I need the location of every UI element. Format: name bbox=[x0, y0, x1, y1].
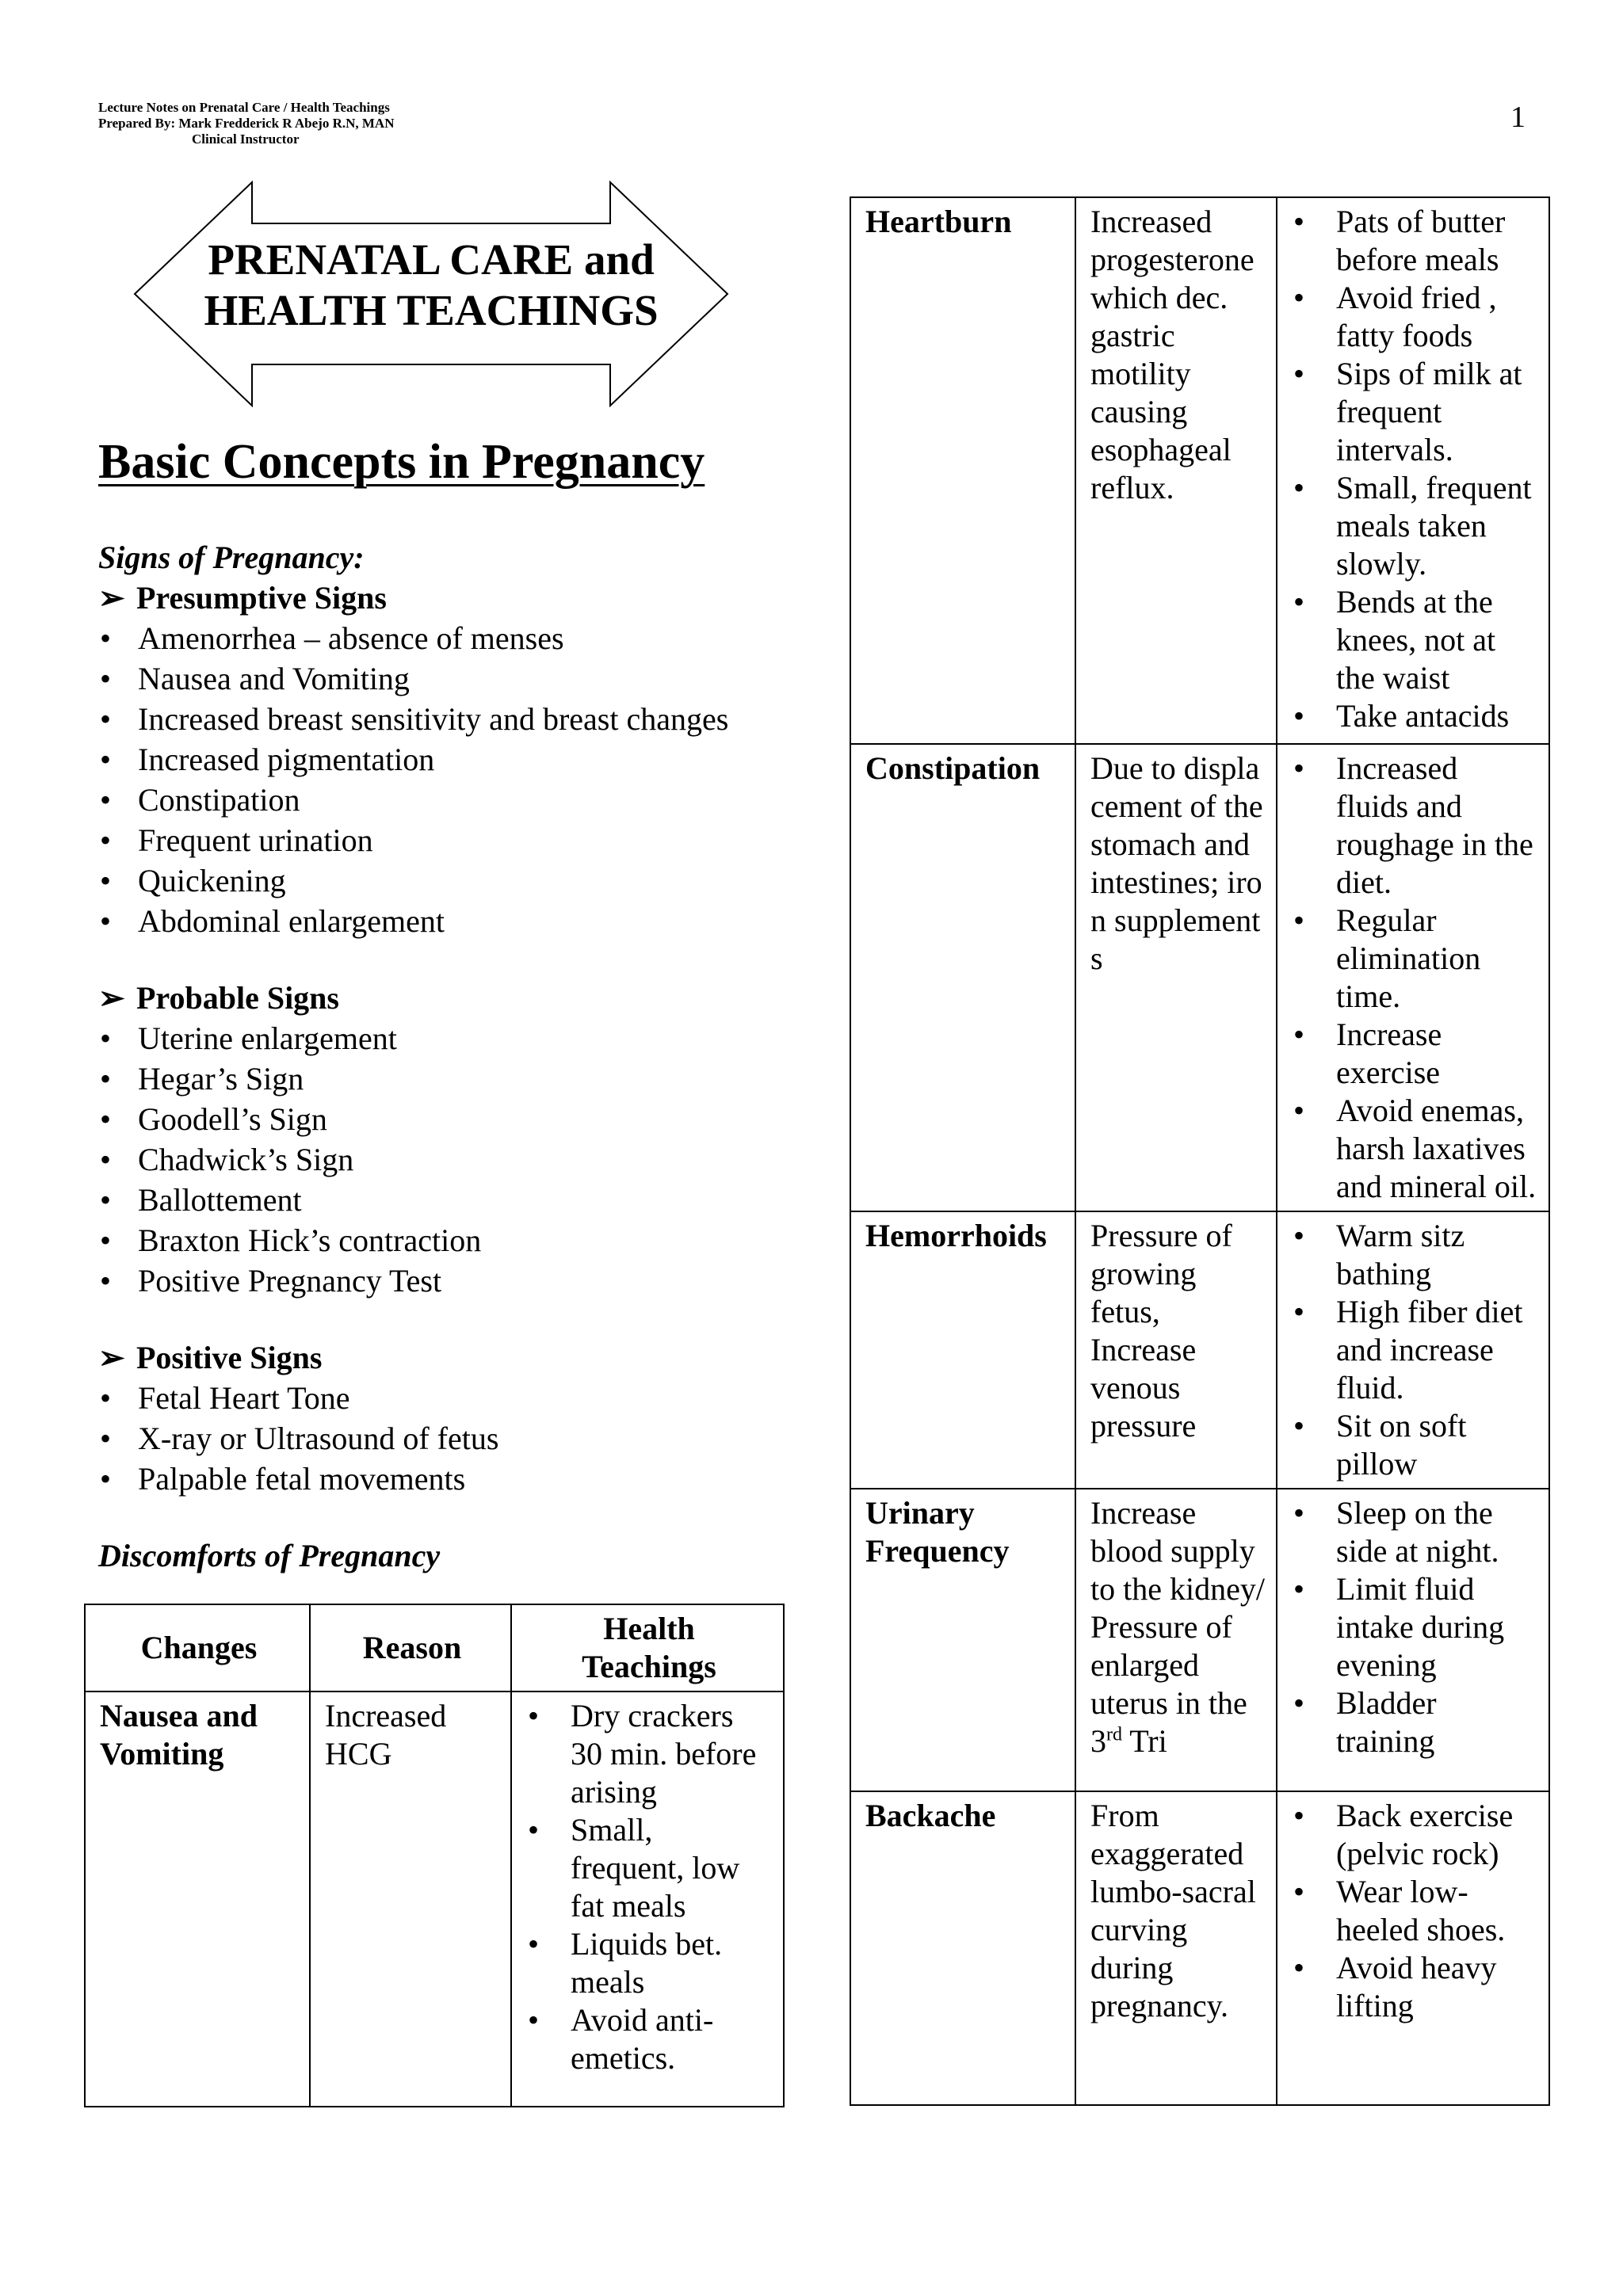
list-item: • Warm sitz bathing bbox=[1292, 1217, 1537, 1293]
trimester-number: 3 bbox=[1090, 1723, 1106, 1759]
list-item: • Avoid heavy lifting bbox=[1292, 1949, 1537, 2025]
title-banner bbox=[133, 181, 729, 407]
arrowhead-bullet-icon: ➢ bbox=[98, 980, 125, 1016]
reason-text: Increase blood supply to the kidney/ Pressure of enlarged uterus in the bbox=[1090, 1495, 1265, 1721]
teachings-cell bbox=[1277, 1489, 1549, 1791]
list-item: • Abdominal enlargement bbox=[98, 901, 796, 941]
reason-line: HCG bbox=[325, 1736, 392, 1772]
column-header-health-line2: Teachings bbox=[582, 1649, 716, 1684]
page-number: 1 bbox=[1510, 101, 1526, 134]
condition-line: Vomiting bbox=[100, 1736, 224, 1772]
header-role-line: Clinical Instructor bbox=[192, 132, 300, 147]
probable-heading bbox=[98, 978, 796, 1018]
list-item: • High fiber diet and increase fluid. bbox=[1292, 1293, 1537, 1407]
list-item: • Positive Pregnancy Test bbox=[98, 1261, 796, 1301]
reason-cell: Pressure of growing fetus, Increase venous pressure bbox=[1075, 1211, 1277, 1489]
list-item: • Avoid fried , fatty foods bbox=[1292, 279, 1537, 355]
list-item: • Sips of milk at frequent intervals. bbox=[1292, 355, 1537, 469]
list-item: • Sleep on the side at night. bbox=[1292, 1494, 1537, 1570]
list-item: • Hegar’s Sign bbox=[98, 1058, 796, 1099]
discomforts-table-left bbox=[84, 1604, 785, 2107]
column-header-health-teachings bbox=[511, 1604, 784, 1691]
discomforts-table-right bbox=[850, 196, 1550, 2106]
table-row bbox=[850, 1211, 1549, 1489]
list-item: • Goodell’s Sign bbox=[98, 1099, 796, 1139]
list-item: • Bladder training bbox=[1292, 1684, 1537, 1760]
list-item: • Small, frequent meals taken slowly. bbox=[1292, 469, 1537, 583]
header-course-line: Lecture Notes on Prenatal Care / Health Teachings bbox=[98, 100, 390, 115]
presumptive-heading bbox=[98, 578, 796, 618]
presumptive-heading-text: Presumptive Signs bbox=[136, 580, 387, 616]
list-item: • Bends at the knees, not at the waist bbox=[1292, 583, 1537, 697]
list-item: • Constipation bbox=[98, 780, 796, 820]
list-item: • X-ray or Ultrasound of fetus bbox=[98, 1418, 796, 1459]
condition-cell bbox=[850, 1489, 1075, 1791]
list-item: • Amenorrhea – absence of menses bbox=[98, 618, 796, 658]
teachings-cell bbox=[1277, 1211, 1549, 1489]
table-header-row bbox=[85, 1604, 784, 1691]
list-item: • Fetal Heart Tone bbox=[98, 1378, 796, 1418]
list-item: • Liquids bet. meals bbox=[526, 1925, 772, 2001]
reason-cell: Increased progesterone which dec. gastric motility causing esophageal reflux. bbox=[1075, 197, 1277, 744]
positive-heading bbox=[98, 1337, 796, 1378]
teachings-cell bbox=[511, 1691, 784, 2107]
running-header bbox=[98, 100, 394, 147]
list-item: • Dry crackers 30 min. before arising bbox=[526, 1697, 772, 1811]
positive-heading-text: Positive Signs bbox=[136, 1340, 323, 1375]
banner-title bbox=[133, 235, 729, 336]
table-row bbox=[850, 197, 1549, 744]
list-item: • Increased pigmentation bbox=[98, 739, 796, 780]
condition-line: Nausea and bbox=[100, 1698, 258, 1733]
condition-cell: Constipation bbox=[850, 744, 1075, 1211]
condition-line: Urinary bbox=[865, 1495, 975, 1531]
list-item: • Frequent urination bbox=[98, 820, 796, 860]
list-item: • Nausea and Vomiting bbox=[98, 658, 796, 699]
list-item: • Palpable fetal movements bbox=[98, 1459, 796, 1499]
reason-line: Increased bbox=[325, 1698, 447, 1733]
reason-cell bbox=[310, 1691, 511, 2107]
trimester-abbrev: Tri bbox=[1122, 1723, 1167, 1759]
teachings-cell bbox=[1277, 744, 1549, 1211]
condition-cell: Heartburn bbox=[850, 197, 1075, 744]
section-title: Basic Concepts in Pregnancy bbox=[98, 435, 705, 489]
discomforts-title: Discomforts of Pregnancy bbox=[98, 1538, 441, 1573]
reason-cell bbox=[1075, 1489, 1277, 1791]
column-header-health-line1: Health bbox=[603, 1611, 695, 1646]
teachings-cell bbox=[1277, 1791, 1549, 2105]
table-row bbox=[850, 1791, 1549, 2105]
signs-of-pregnancy bbox=[98, 537, 796, 1576]
list-item: • Ballottement bbox=[98, 1180, 796, 1220]
list-item: • Quickening bbox=[98, 860, 796, 901]
list-item: • Sit on soft pillow bbox=[1292, 1407, 1537, 1483]
list-item: • Avoid enemas, harsh laxatives and mineral oil. bbox=[1292, 1092, 1537, 1206]
teachings-cell bbox=[1277, 197, 1549, 744]
condition-line: Frequency bbox=[865, 1533, 1010, 1569]
list-item: • Braxton Hick’s contraction bbox=[98, 1220, 796, 1261]
signs-title: Signs of Pregnancy: bbox=[98, 540, 365, 575]
list-item: • Small, frequent, low fat meals bbox=[526, 1811, 772, 1925]
condition-cell bbox=[85, 1691, 310, 2107]
arrowhead-bullet-icon: ➢ bbox=[98, 580, 125, 616]
list-item: • Increased fluids and roughage in the diet. bbox=[1292, 749, 1537, 902]
list-item: • Chadwick’s Sign bbox=[98, 1139, 796, 1180]
list-item: • Back exercise (pelvic rock) bbox=[1292, 1797, 1537, 1873]
list-item: • Increase exercise bbox=[1292, 1016, 1537, 1092]
list-item: • Increased breast sensitivity and breast changes bbox=[98, 699, 796, 739]
condition-cell: Hemorrhoids bbox=[850, 1211, 1075, 1489]
column-header-changes: Changes bbox=[85, 1604, 310, 1691]
condition-cell: Backache bbox=[850, 1791, 1075, 2105]
probable-heading-text: Probable Signs bbox=[136, 980, 339, 1016]
reason-cell: From exaggerated lumbo-sacral curving during pregnancy. bbox=[1075, 1791, 1277, 2105]
table-row bbox=[850, 744, 1549, 1211]
header-author-line: Prepared By: Mark Fredderick R Abejo R.N, MAN bbox=[98, 116, 395, 131]
list-item: • Pats of butter before meals bbox=[1292, 203, 1537, 279]
trimester-ordinal-suffix: rd bbox=[1106, 1724, 1122, 1745]
list-item: • Wear low-heeled shoes. bbox=[1292, 1873, 1537, 1949]
list-item: • Regular elimination time. bbox=[1292, 902, 1537, 1016]
banner-title-line2: HEALTH TEACHINGS bbox=[204, 286, 659, 334]
column-header-reason: Reason bbox=[310, 1604, 511, 1691]
table-row bbox=[850, 1489, 1549, 1791]
list-item: • Take antacids bbox=[1292, 697, 1537, 735]
arrowhead-bullet-icon: ➢ bbox=[98, 1340, 125, 1375]
list-item: • Avoid anti-emetics. bbox=[526, 2001, 772, 2077]
list-item: • Uterine enlargement bbox=[98, 1018, 796, 1058]
list-item: • Limit fluid intake during evening bbox=[1292, 1570, 1537, 1684]
banner-title-line1: PRENATAL CARE and bbox=[208, 235, 655, 284]
reason-cell: Due to displacement of the stomach and intestines; iron supplements bbox=[1075, 744, 1277, 1211]
table-row bbox=[85, 1691, 784, 2107]
